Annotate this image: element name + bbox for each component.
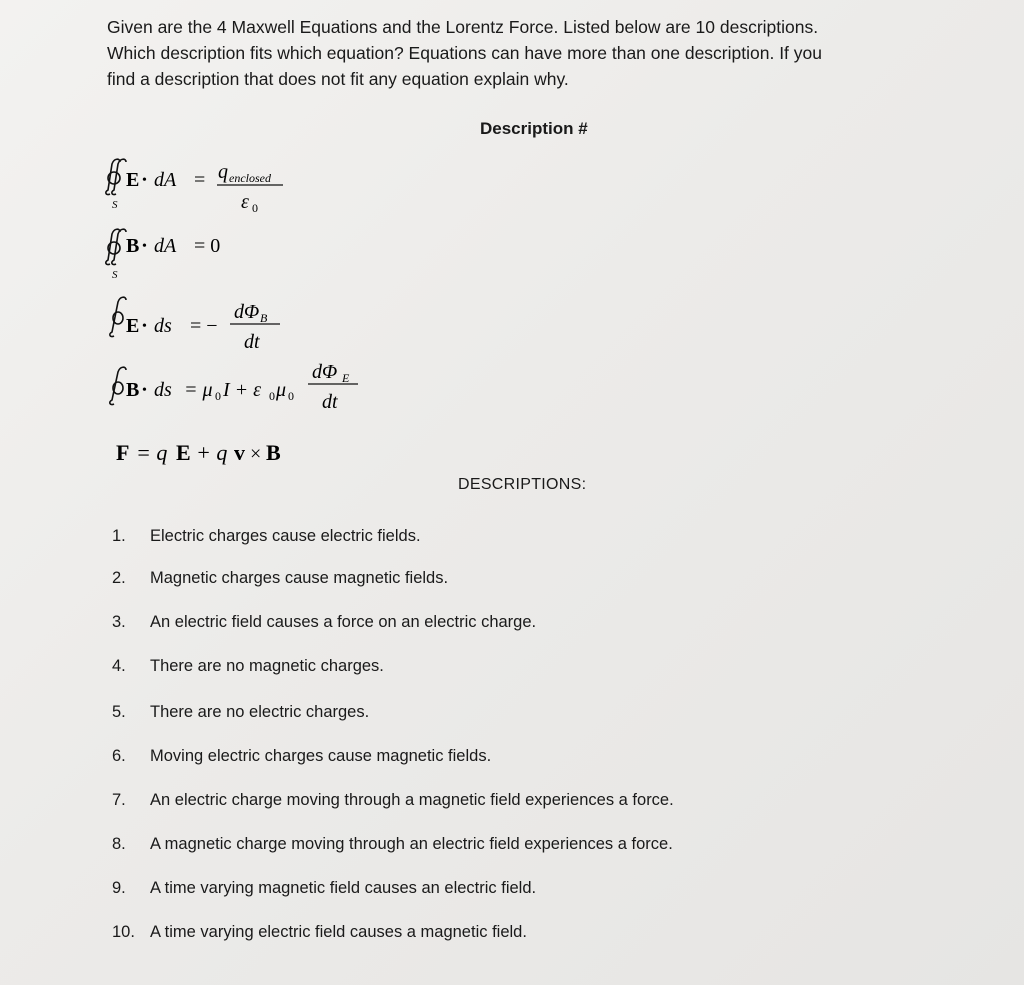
numerator-subscript: B: [260, 311, 268, 325]
differential-ds: ds: [154, 315, 172, 337]
differential-da: dA: [154, 235, 177, 257]
vector-f: F: [116, 440, 130, 465]
vector-b: B: [126, 235, 140, 257]
rhs-mu: = μ: [184, 379, 213, 401]
surface-label: S: [112, 199, 118, 211]
list-item: [112, 791, 674, 810]
instructions-line: Which description fits which equation? Equations can have more than one description. If you: [107, 43, 822, 63]
item-text: A time varying electric field causes a magnetic field.: [150, 923, 527, 941]
ampere-maxwell-svg: [110, 358, 380, 424]
vector-e: E: [126, 169, 140, 191]
instructions-line: find a description that does not fit any equation explain why.: [107, 69, 569, 89]
vector-v: v: [234, 440, 245, 465]
item-number: 1.: [112, 527, 126, 545]
plus-q: + q: [196, 440, 228, 465]
dot-operator: •: [142, 173, 147, 188]
numerator-dphi: dΦ: [312, 361, 338, 383]
equals-minus: = −: [190, 315, 218, 337]
vector-e: E: [176, 440, 191, 465]
equals-zero: = 0: [194, 235, 221, 257]
item-text: There are no electric charges.: [150, 703, 370, 721]
dot-operator: •: [142, 383, 147, 398]
item-text: Moving electric charges cause magnetic fields.: [150, 747, 492, 765]
dot-operator: •: [142, 319, 147, 334]
item-number: 2.: [112, 569, 126, 587]
denominator-subscript: 0: [252, 201, 258, 215]
numerator-dphi: dΦ: [234, 301, 260, 323]
denominator-dt: dt: [322, 391, 338, 413]
list-item: [112, 835, 673, 854]
item-text: A magnetic charge moving through an electric field experiences a force.: [150, 835, 673, 853]
list-item: [112, 657, 384, 676]
faraday-svg: [110, 290, 310, 356]
equals-q: = q: [136, 440, 168, 465]
instructions-line: Given are the 4 Maxwell Equations and the Lorentz Force. Listed below are 10 descriptions.: [107, 17, 819, 37]
rhs-mu-second: μ: [276, 379, 287, 401]
instructions-paragraph: [107, 14, 907, 92]
lorentz-svg: [116, 434, 316, 470]
item-text: Electric charges cause electric fields.: [150, 527, 421, 545]
description-number-header: Description #: [480, 119, 588, 138]
list-item: [112, 923, 527, 942]
vector-b: B: [126, 379, 140, 401]
numerator-subscript: E: [342, 371, 350, 385]
denominator-epsilon: ε: [241, 191, 249, 213]
surface-label: S: [112, 269, 118, 281]
equation-gauss-electric: [100, 156, 320, 220]
dot-operator: •: [142, 239, 147, 254]
vector-b: B: [266, 440, 281, 465]
gauss-magnetic-svg: [100, 226, 260, 286]
item-number: 7.: [112, 791, 126, 809]
equation-lorentz-force: [116, 434, 316, 470]
item-number: 4.: [112, 657, 126, 675]
closed-surface-integral-icon: [106, 159, 126, 194]
list-item: [112, 879, 536, 898]
item-number: 3.: [112, 613, 126, 631]
epsilon-subscript: 0: [269, 389, 275, 403]
item-number: 9.: [112, 879, 126, 897]
item-text: An electric charge moving through a magnetic field experiences a force.: [150, 791, 674, 809]
mu-subscript: 0: [215, 389, 221, 403]
item-number: 6.: [112, 747, 126, 765]
item-text: An electric field causes a force on an electric charge.: [150, 613, 537, 631]
numerator-q: q: [218, 161, 228, 183]
list-item: [112, 703, 369, 722]
denominator-dt: dt: [244, 331, 260, 353]
equation-gauss-magnetic: [100, 226, 260, 286]
equation-ampere-maxwell: [110, 358, 380, 424]
closed-line-integral-icon: [110, 367, 126, 404]
item-text: There are no magnetic charges.: [150, 657, 384, 675]
closed-surface-integral-icon: [106, 229, 126, 264]
equals-sign: =: [194, 169, 206, 191]
descriptions-heading: DESCRIPTIONS:: [458, 476, 587, 493]
equation-faraday: [110, 290, 310, 356]
mu-second-subscript: 0: [288, 389, 294, 403]
gauss-electric-svg: [100, 156, 320, 220]
differential-da: dA: [154, 169, 177, 191]
numerator-subscript: enclosed: [229, 171, 271, 185]
item-text: A time varying magnetic field causes an electric field.: [150, 879, 537, 897]
closed-line-integral-icon: [110, 297, 126, 336]
vector-e: E: [126, 315, 140, 337]
item-number: 10.: [112, 923, 135, 941]
item-number: 5.: [112, 703, 126, 721]
rhs-current-epsilon: I + ε: [223, 379, 262, 401]
list-item: [112, 747, 491, 766]
list-item: [112, 569, 448, 588]
differential-ds: ds: [154, 379, 172, 401]
list-item: [112, 613, 536, 632]
cross-product: ×: [250, 443, 262, 465]
item-number: 8.: [112, 835, 126, 853]
item-text: Magnetic charges cause magnetic fields.: [150, 569, 449, 587]
list-item: [112, 527, 421, 546]
